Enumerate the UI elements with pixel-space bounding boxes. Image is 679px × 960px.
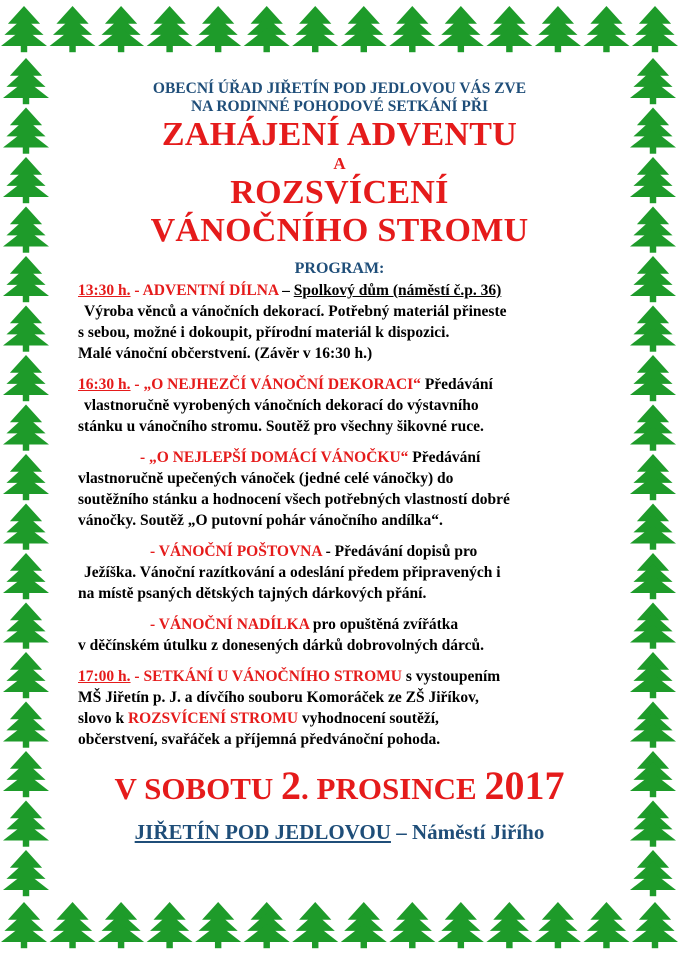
- tree-icon: [147, 902, 193, 948]
- tree-icon: [630, 58, 676, 104]
- tree-icon: [630, 355, 676, 401]
- tree-icon: [630, 801, 676, 847]
- tree-icon: [630, 405, 676, 451]
- tree-icon: [292, 6, 338, 52]
- item-3-after: Předávání: [408, 449, 481, 466]
- item-1-line-3: Malé vánoční občerstvení. (Závěr v 16:30 h.): [78, 345, 373, 362]
- tree-icon: [630, 157, 676, 203]
- item-1-sep: -: [130, 282, 143, 299]
- item-6-line-2-post: vyhodnocení soutěží,: [298, 710, 439, 727]
- program-item-5: [78, 614, 601, 656]
- tree-icon: [98, 6, 144, 52]
- item-6-time: 17:00 h.: [78, 668, 131, 685]
- item-6-line-2-red: ROZSVÍCENÍ STROMU: [127, 710, 299, 727]
- program-item-6: [78, 666, 601, 750]
- program-item-1: [78, 280, 601, 364]
- tree-icon: [3, 850, 49, 896]
- event-date: [78, 763, 601, 808]
- tree-icon: [583, 902, 629, 948]
- tree-icon: [3, 751, 49, 797]
- tree-icon: [630, 702, 676, 748]
- title-line-2: ROZSVÍCENÍ: [230, 174, 449, 211]
- title-conjunction: A: [333, 154, 346, 173]
- item-3-sep: -: [140, 449, 150, 466]
- item-5-name: VÁNOČNÍ NADÍLKA: [158, 616, 310, 633]
- item-5-sep: -: [150, 616, 159, 633]
- tree-icon: [3, 454, 49, 500]
- tree-icon: [98, 902, 144, 948]
- tree-icon: [3, 553, 49, 599]
- tree-icon: [3, 58, 49, 104]
- item-6-name: SETKÁNÍ U VÁNOČNÍHO STROMU: [143, 668, 402, 685]
- tree-icon: [3, 157, 49, 203]
- tree-icon: [195, 6, 241, 52]
- item-4-name: VÁNOČNÍ POŠTOVNA: [158, 543, 322, 560]
- item-3-name: „O NEJLEPŠÍ DOMÁCÍ VÁNOČKU“: [149, 449, 409, 466]
- item-2-after: Předávání: [420, 376, 493, 393]
- item-6-line-2-pre: slovo k: [78, 710, 128, 727]
- tree-icon: [147, 6, 193, 52]
- tree-icon: [389, 902, 435, 948]
- tree-icon: [195, 902, 241, 948]
- event-place: [78, 819, 601, 845]
- tree-icon: [630, 306, 676, 352]
- item-1-time: 13:30 h.: [78, 282, 131, 299]
- header-line-2: NA RODINNÉ POHODOVÉ SETKÁNÍ PŘI: [190, 98, 489, 115]
- tree-icon: [632, 902, 678, 948]
- tree-icon: [389, 6, 435, 52]
- tree-icon: [630, 850, 676, 896]
- tree-icon: [535, 902, 581, 948]
- tree-icon: [486, 6, 532, 52]
- item-5-line-1: v děčínském útulku z donesených dárků dobrovolných dárců.: [78, 637, 484, 654]
- item-4-sep: -: [150, 543, 159, 560]
- item-1-place: Spolkový dům (náměstí č.p. 36): [293, 282, 502, 299]
- item-1-name: ADVENTNÍ DÍLNA: [142, 282, 279, 299]
- item-2-line-2: stánku u vánočního stromu. Soutěž pro všechny šikovné ruce.: [78, 418, 484, 435]
- item-2-sep: -: [130, 376, 144, 393]
- item-4-line-2: na místě psaných dětských tajných dárkových přání.: [78, 585, 427, 602]
- tree-icon: [292, 902, 338, 948]
- item-4-after: - Předávání dopisů pro: [321, 543, 478, 560]
- item-2-name: „O NEJHEZČÍ VÁNOČNÍ DEKORACI“: [143, 376, 421, 393]
- item-1-line-1: Výroba věnců a vánočních dekorací. Potřebný materiál přineste: [84, 303, 507, 320]
- header-line-1: OBECNÍ ÚŘAD JIŘETÍN POD JEDLOVOU VÁS ZVE: [152, 80, 527, 97]
- tree-icon: [486, 902, 532, 948]
- item-6-line-3: občerstvení, svařáček a příjemná předvánoční pohoda.: [78, 731, 441, 748]
- item-1-dash: –: [278, 282, 294, 299]
- tree-icon: [630, 603, 676, 649]
- date-year: 2017: [484, 763, 565, 808]
- item-2-time: 16:30 h.: [78, 376, 131, 393]
- tree-icon: [50, 902, 96, 948]
- tree-icon: [3, 405, 49, 451]
- program-item-4: [78, 541, 601, 604]
- tree-icon: [630, 207, 676, 253]
- tree-icon: [1, 902, 47, 948]
- tree-icon: [244, 6, 290, 52]
- item-4-line-1: Ježíška. Vánoční razítkování a odeslání předem připravených i: [84, 564, 501, 581]
- poster-content: [78, 80, 601, 880]
- tree-icon: [341, 902, 387, 948]
- tree-icon: [3, 355, 49, 401]
- date-day: 2: [281, 763, 302, 808]
- title-line-1: ZAHÁJENÍ ADVENTU: [161, 116, 518, 153]
- tree-icon: [3, 207, 49, 253]
- program-item-3: [78, 447, 601, 531]
- tree-icon: [3, 652, 49, 698]
- tree-icon: [630, 751, 676, 797]
- title-line-3: VÁNOČNÍHO STROMU: [150, 212, 529, 249]
- program-item-2: [78, 374, 601, 437]
- place-rest: – Náměstí Jiřího: [390, 820, 545, 844]
- tree-icon: [3, 801, 49, 847]
- item-6-sep: -: [130, 668, 144, 685]
- item-5-after: pro opuštěná zvířátka: [309, 616, 459, 633]
- place-main: JIŘETÍN POD JEDLOVOU: [134, 820, 391, 844]
- tree-icon: [3, 504, 49, 550]
- tree-icon: [583, 6, 629, 52]
- tree-icon: [630, 504, 676, 550]
- tree-icon: [632, 6, 678, 52]
- item-2-line-1: vlastnoručně vyrobených vánočních dekorací do výstavního: [84, 397, 479, 414]
- tree-icon: [630, 256, 676, 302]
- tree-icon: [1, 6, 47, 52]
- tree-icon: [3, 108, 49, 154]
- tree-icon: [3, 256, 49, 302]
- tree-icon: [341, 6, 387, 52]
- tree-icon: [3, 603, 49, 649]
- item-6-after: s vystoupením: [401, 668, 501, 685]
- tree-icon: [630, 553, 676, 599]
- tree-icon: [3, 306, 49, 352]
- tree-icon: [630, 108, 676, 154]
- item-3-line-3: vánočky. Soutěž „O putovní pohár vánočního andílka“.: [78, 512, 443, 529]
- item-3-line-1: vlastnoručně upečených vánoček (jedné celé vánočky) do: [78, 470, 454, 487]
- tree-icon: [438, 6, 484, 52]
- item-6-line-1: MŠ Jiřetín p. J. a dívčího souboru Komoráček ze ZŠ Jiříkov,: [78, 689, 479, 706]
- tree-icon: [535, 6, 581, 52]
- tree-icon: [244, 902, 290, 948]
- tree-icon: [630, 454, 676, 500]
- tree-icon: [3, 702, 49, 748]
- item-1-line-2: s sebou, možné i dokoupit, přírodní materiál k dispozici.: [78, 324, 450, 341]
- tree-icon: [630, 652, 676, 698]
- date-pre: V SOBOTU: [114, 771, 282, 806]
- item-3-line-2: soutěžního stánku a hodnocení všech potřebných vlastností dobré: [78, 491, 510, 508]
- date-mid: . PROSINCE: [301, 771, 485, 806]
- tree-icon: [438, 902, 484, 948]
- tree-icon: [50, 6, 96, 52]
- program-label: PROGRAM:: [294, 260, 385, 277]
